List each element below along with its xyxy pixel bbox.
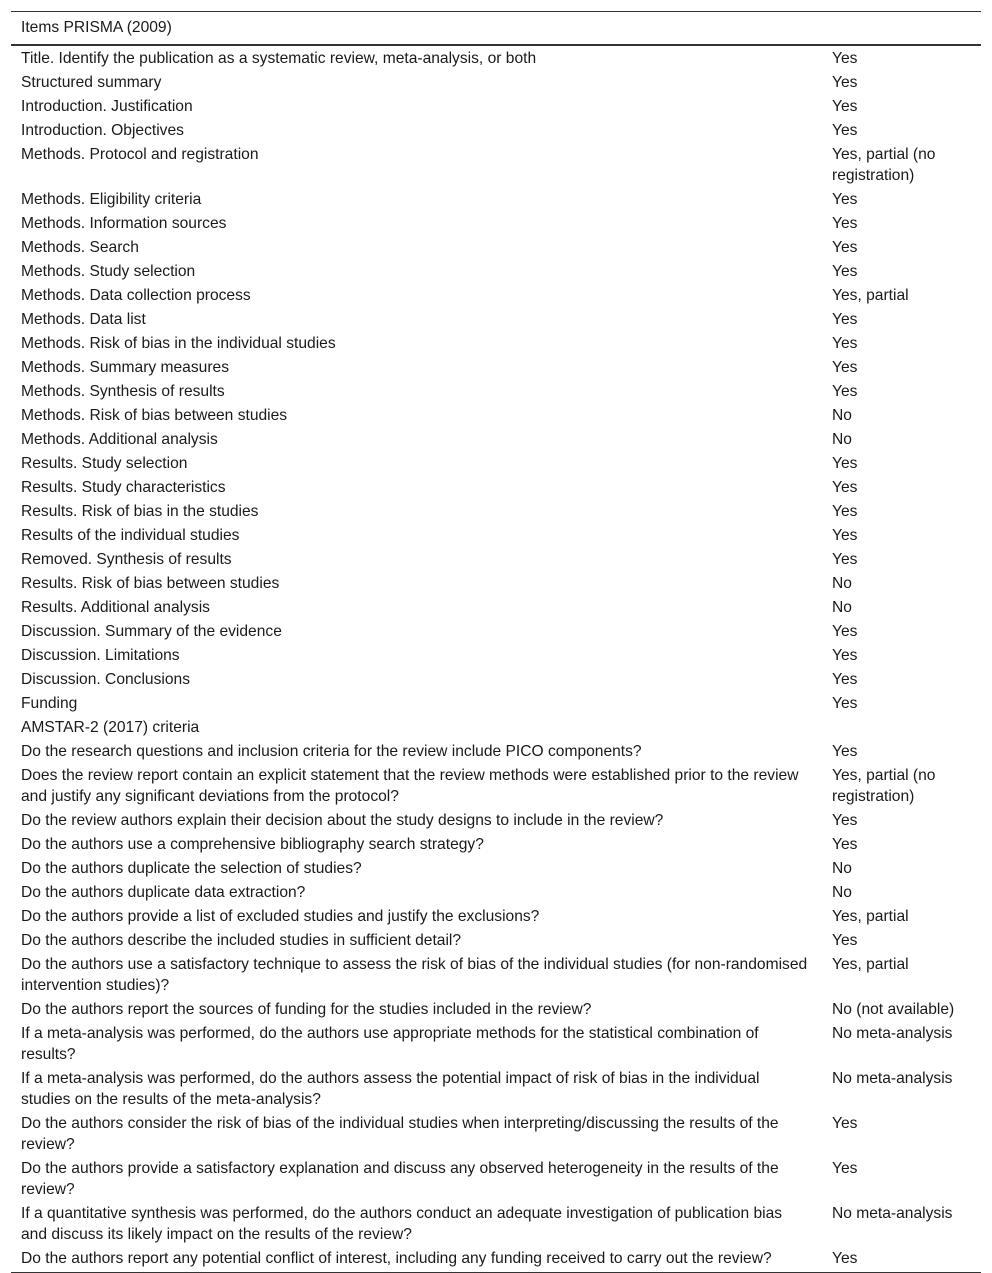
item-cell: If a meta-analysis was performed, do the authors assess the potential impact of risk of bias in the individual studies on the results of the meta-analysis? [21, 1070, 760, 1108]
item-cell: Methods. Data list [21, 311, 146, 328]
table-header: Items PRISMA (2009) [11, 12, 981, 46]
prisma-amstar-table-container [11, 11, 981, 1273]
table-row [11, 571, 981, 595]
item-cell: If a quantitative synthesis was performed, do the authors conduct an adequate investigation of publication bias and discuss its likely impact on the results of the review? [21, 1205, 783, 1243]
item-cell: Do the authors describe the included studies in sufficient detail? [21, 932, 462, 949]
item-cell: Results. Risk of bias between studies [21, 575, 280, 592]
value-cell: Yes [822, 1246, 981, 1273]
value-cell: No [832, 599, 852, 616]
value-cell: No [832, 407, 852, 424]
item-cell: Discussion. Summary of the evidence [21, 623, 282, 640]
table-row [11, 928, 981, 952]
value-cell: Yes [832, 239, 858, 256]
table-row [11, 283, 981, 307]
table-row [11, 619, 981, 643]
item-cell: Do the authors use a satisfactory technique to assess the risk of bias of the individual studies (for non-randomised intervention studies)? [21, 956, 808, 994]
table-row [11, 259, 981, 283]
table-row [11, 1021, 981, 1066]
value-cell: Yes [832, 743, 858, 760]
item-cell: Results. Study selection [21, 455, 188, 472]
value-cell: Yes [832, 50, 858, 67]
value-cell: Yes [832, 503, 858, 520]
table-row [11, 997, 981, 1021]
item-cell: Do the authors duplicate the selection of studies? [21, 860, 362, 877]
value-cell: No [832, 860, 852, 877]
value-cell: No [832, 431, 852, 448]
table-row [11, 595, 981, 619]
prisma-amstar-table [11, 11, 981, 1273]
table-row [11, 808, 981, 832]
table-row [11, 904, 981, 928]
table-row [11, 856, 981, 880]
item-cell: Discussion. Limitations [21, 647, 180, 664]
value-cell: Yes [832, 932, 858, 949]
item-cell: Results. Study characteristics [21, 479, 226, 496]
value-cell: Yes [832, 335, 858, 352]
item-cell: Methods. Risk of bias between studies [21, 407, 288, 424]
value-cell: Yes [832, 215, 858, 232]
item-cell: Do the authors use a comprehensive bibliography search strategy? [21, 836, 484, 853]
item-cell: Do the authors consider the risk of bias of the individual studies when interpreting/discussing the results of the review? [21, 1115, 779, 1153]
value-cell: No (not available) [832, 1001, 955, 1018]
item-cell: Title. Identify the publication as a systematic review, meta-analysis, or both [21, 50, 537, 67]
value-cell: Yes [832, 359, 858, 376]
item-cell: Methods. Synthesis of results [21, 383, 225, 400]
value-cell: Yes [832, 1115, 858, 1132]
table-row [11, 691, 981, 715]
table-row [11, 118, 981, 142]
table-header-row [11, 12, 981, 46]
value-cell: Yes [832, 263, 858, 280]
table-row [11, 187, 981, 211]
item-cell: Do the review authors explain their decision about the study designs to include in the review? [21, 812, 664, 829]
item-cell: Do the authors provide a list of excluded studies and justify the exclusions? [21, 908, 540, 925]
table-row [11, 739, 981, 763]
table-row [11, 94, 981, 118]
value-cell: Yes, partial [832, 956, 909, 973]
table-row [11, 832, 981, 856]
value-cell: Yes [832, 671, 858, 688]
table-row [11, 1066, 981, 1111]
value-cell: Yes [832, 623, 858, 640]
value-cell: Yes [832, 812, 858, 829]
value-cell: Yes [832, 122, 858, 139]
value-cell: Yes [832, 311, 858, 328]
amstar-section-heading: AMSTAR-2 (2017) criteria [21, 719, 200, 736]
table-row [11, 355, 981, 379]
item-cell: Methods. Search [21, 239, 139, 256]
item-cell: Do the authors provide a satisfactory explanation and discuss any observed heterogeneity in the results of the review? [21, 1160, 779, 1198]
value-cell: Yes [832, 191, 858, 208]
item-cell: Removed. Synthesis of results [21, 551, 232, 568]
value-cell: Yes [832, 836, 858, 853]
value-cell: No [832, 884, 852, 901]
table-body [11, 45, 981, 1273]
value-cell: No meta-analysis [832, 1205, 953, 1222]
value-cell: No meta-analysis [832, 1025, 953, 1042]
item-cell: Results of the individual studies [21, 527, 240, 544]
item-cell: Results. Additional analysis [21, 599, 210, 616]
value-cell: No [832, 575, 852, 592]
table-row [11, 643, 981, 667]
item-cell: Do the authors report the sources of funding for the studies included in the review? [21, 1001, 592, 1018]
table-row [11, 1111, 981, 1156]
item-cell: Methods. Information sources [21, 215, 227, 232]
item-cell: Introduction. Objectives [21, 122, 184, 139]
value-cell: Yes, partial (no registration) [832, 146, 936, 184]
value-cell: Yes, partial (no registration) [832, 767, 936, 805]
value-cell: Yes, partial [832, 908, 909, 925]
table-row [11, 211, 981, 235]
value-cell: Yes [832, 98, 858, 115]
item-cell: Do the research questions and inclusion criteria for the review include PICO components? [21, 743, 642, 760]
table-row [11, 667, 981, 691]
table-row [11, 1246, 981, 1273]
table-row [11, 379, 981, 403]
table-row [11, 1156, 981, 1201]
table-row [11, 307, 981, 331]
item-cell: Results. Risk of bias in the studies [21, 503, 259, 520]
item-cell: Introduction. Justification [21, 98, 193, 115]
value-cell: Yes [832, 74, 858, 91]
table-row [11, 475, 981, 499]
value-cell: Yes [832, 647, 858, 664]
table-row [11, 499, 981, 523]
table-row [11, 235, 981, 259]
value-cell: Yes [832, 455, 858, 472]
value-cell: Yes [832, 551, 858, 568]
table-row [11, 70, 981, 94]
table-row [11, 427, 981, 451]
table-row [11, 451, 981, 475]
item-cell: If a meta-analysis was performed, do the authors use appropriate methods for the statistical combination of results? [21, 1025, 759, 1063]
value-cell: Yes [832, 479, 858, 496]
item-cell: Methods. Additional analysis [21, 431, 218, 448]
item-cell: Discussion. Conclusions [21, 671, 191, 688]
table-row [11, 142, 981, 187]
item-cell: Methods. Risk of bias in the individual studies [21, 335, 336, 352]
table-row [11, 763, 981, 808]
table-row [11, 880, 981, 904]
table-row [11, 45, 981, 70]
item-cell: Methods. Protocol and registration [21, 146, 259, 163]
value-cell: Yes [832, 695, 858, 712]
value-cell: Yes [832, 1160, 858, 1177]
item-cell: Methods. Eligibility criteria [21, 191, 202, 208]
table-row [11, 1201, 981, 1246]
table-row [11, 547, 981, 571]
item-cell: Does the review report contain an explicit statement that the review methods were established prior to the review and justify any significant deviations from the protocol? [21, 767, 799, 805]
item-cell: Methods. Summary measures [21, 359, 229, 376]
table-row [11, 331, 981, 355]
value-cell: Yes [832, 383, 858, 400]
item-cell: Do the authors report any potential conflict of interest, including any funding received to carry out the review? [11, 1246, 822, 1273]
section-heading-row [11, 715, 981, 739]
table-row [11, 523, 981, 547]
item-cell: Methods. Data collection process [21, 287, 251, 304]
value-cell: Yes [832, 527, 858, 544]
value-cell: Yes, partial [832, 287, 909, 304]
table-row [11, 952, 981, 997]
table-row [11, 403, 981, 427]
value-cell: No meta-analysis [832, 1070, 953, 1087]
item-cell: Structured summary [21, 74, 162, 91]
item-cell: Methods. Study selection [21, 263, 196, 280]
item-cell: Funding [21, 695, 78, 712]
item-cell: Do the authors duplicate data extraction? [21, 884, 306, 901]
